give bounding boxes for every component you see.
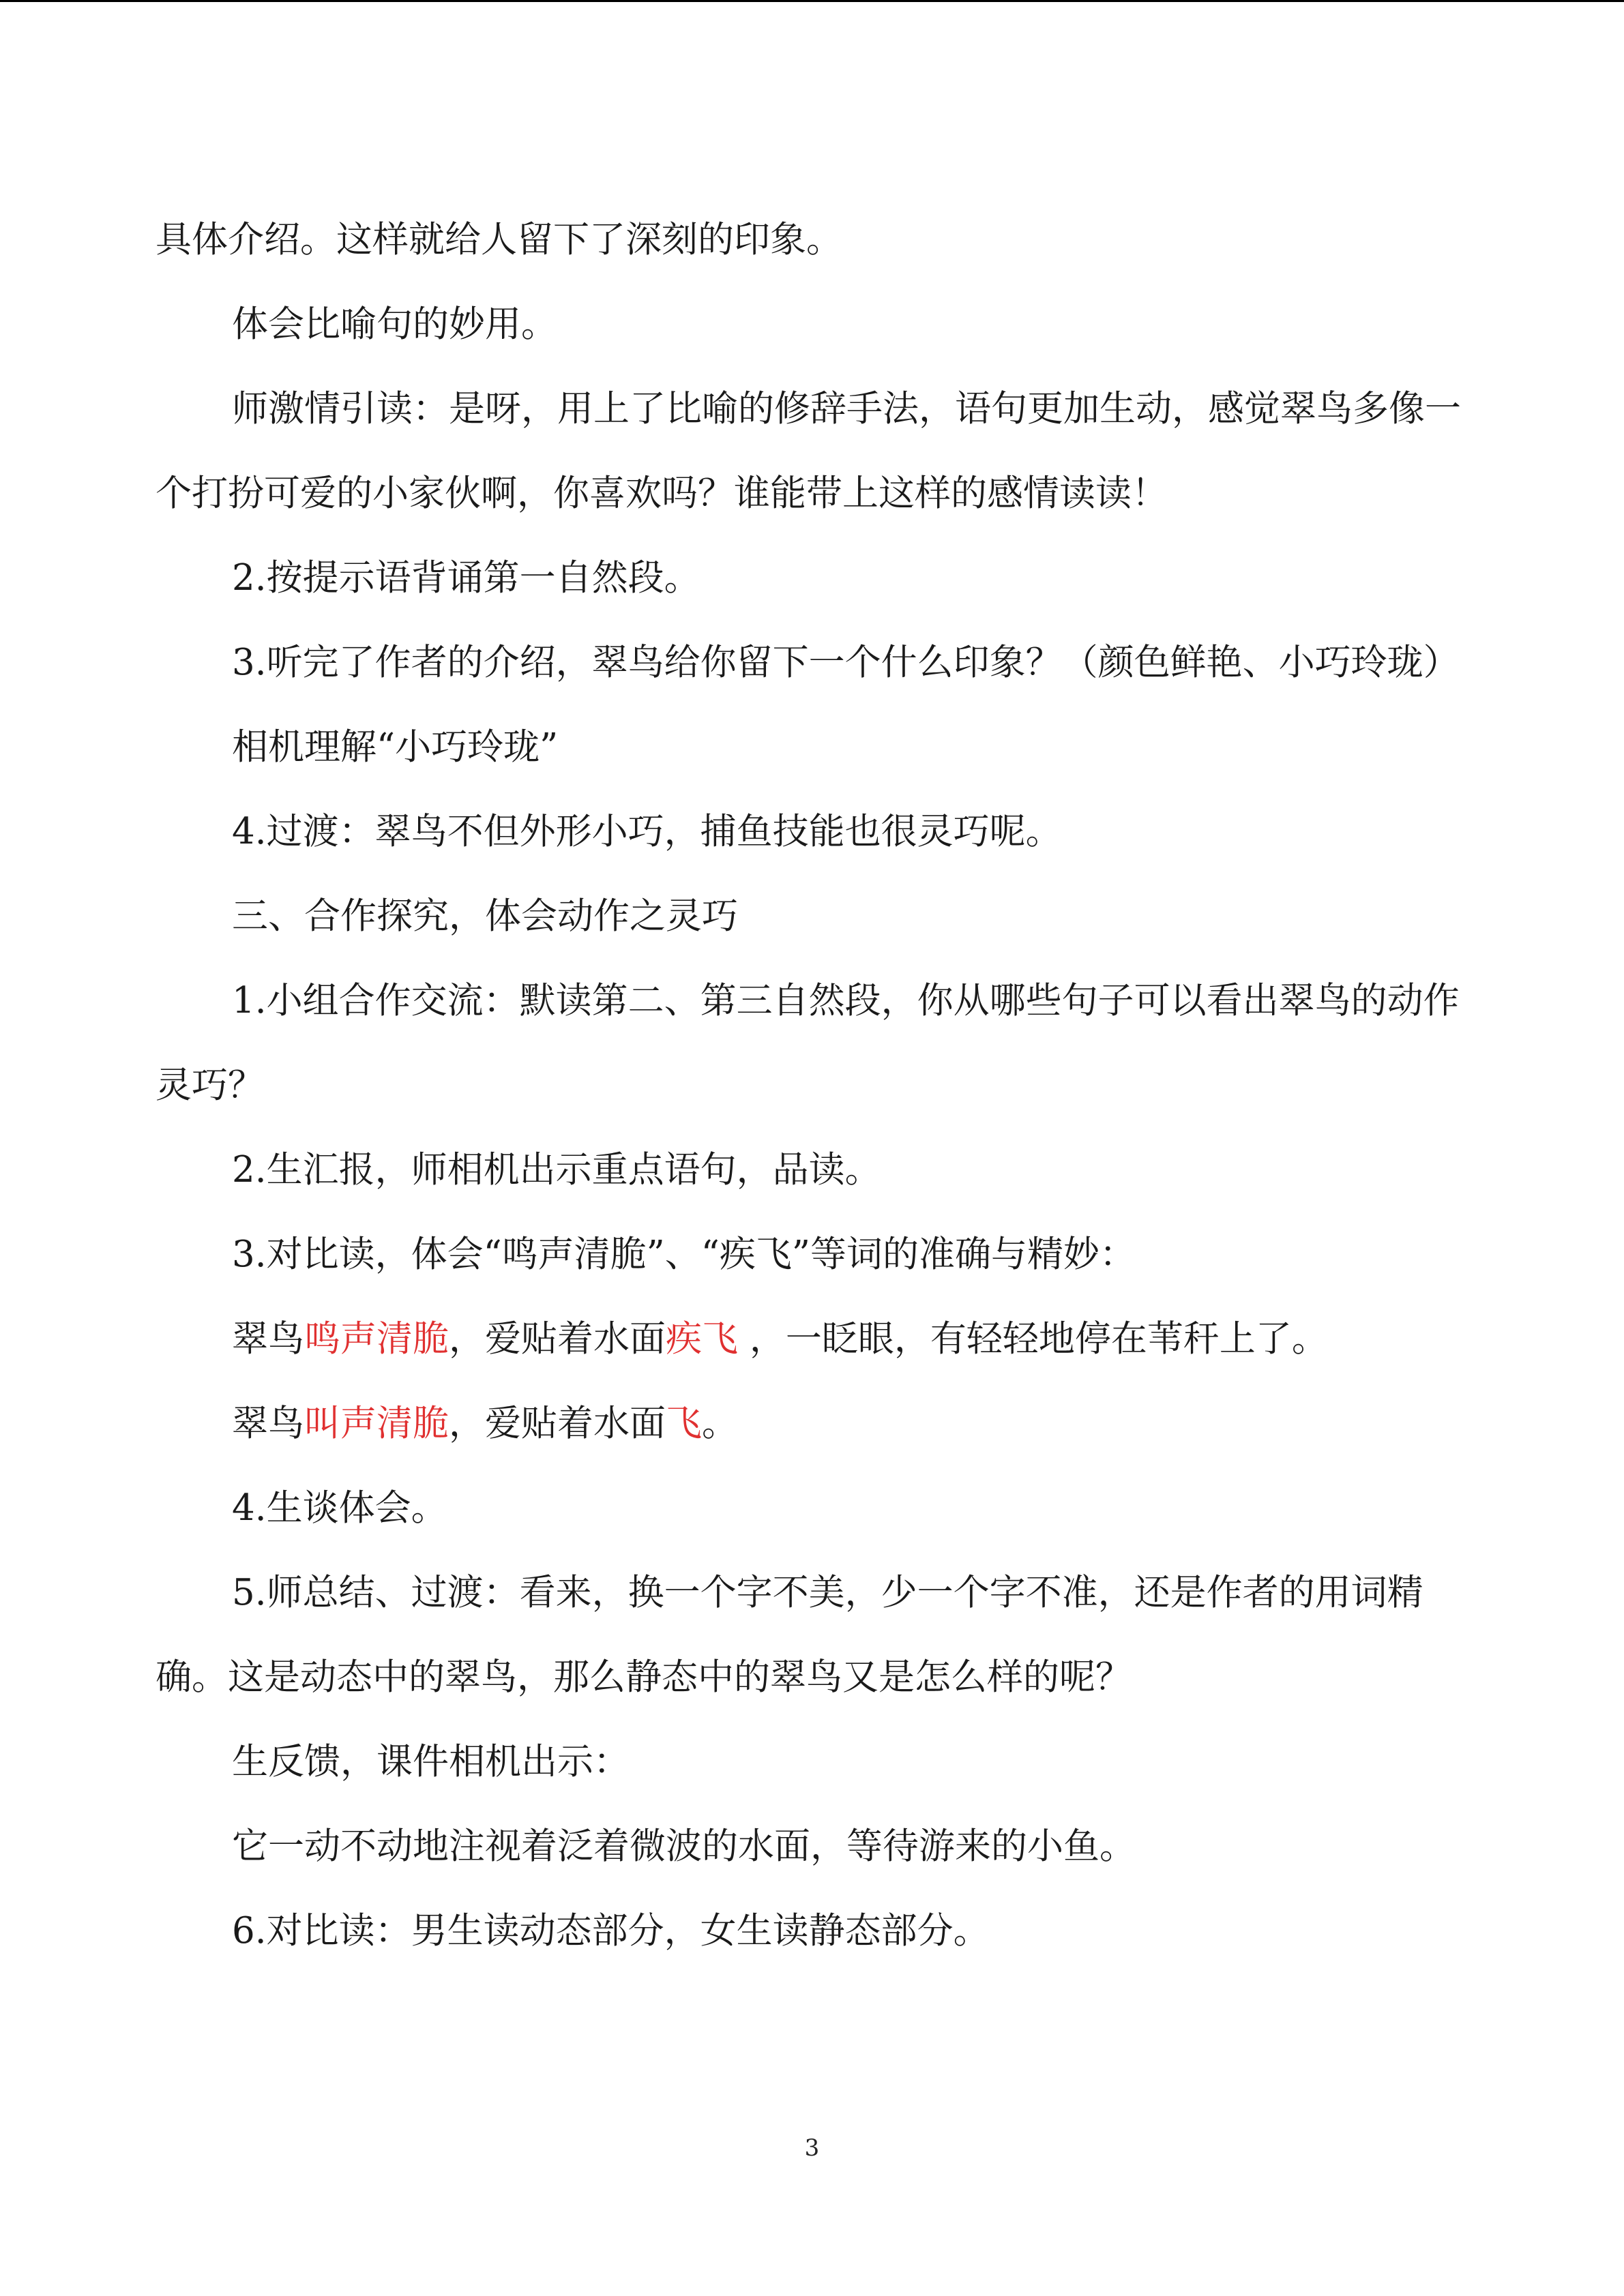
paragraph-group-discussion: 1.小组合作交流：默读第二、第三自然段，你从哪些句子可以看出翠鸟的动作灵巧？	[156, 980, 1460, 1106]
highlight-phrase: 鸣声清脆	[304, 1318, 449, 1360]
paragraph-compare-roles: 6.对比读：男生读动态部分，女生读静态部分。	[232, 1910, 990, 1952]
highlight-phrase: 疾飞	[666, 1318, 738, 1360]
highlight-phrase: 叫声清脆	[304, 1403, 449, 1444]
paragraph-step-2: 2.按提示语背诵第一自然段。	[232, 557, 700, 599]
section-heading-3: 三、合作探究，体会动作之灵巧	[232, 895, 738, 937]
paragraph-teacher-summary: 5.师总结、过渡：看来，换一个字不美，少一个字不准，还是作者的用词精确。这是动态中的翠鸟，那么静态中的翠鸟又是怎么样的呢？	[156, 1572, 1423, 1698]
paragraph-step-3: 3.听完了作者的介绍，翠鸟给你留下一个什么印象？（颜色鲜艳、小巧玲珑）	[232, 642, 1460, 683]
paragraph-student-feelings: 4.生谈体会。	[232, 1487, 447, 1529]
highlight-phrase: 飞	[666, 1403, 702, 1444]
sentence-part: ，一眨眼，有轻轻地停在苇秆上了。	[738, 1318, 1328, 1360]
paragraph-student-report: 2.生汇报，师相机出示重点语句，品读。	[232, 1149, 881, 1191]
paragraph-step-4-transition: 4.过渡：翠鸟不但外形小巧，捕鱼技能也很灵巧呢。	[232, 811, 1062, 852]
sentence-part: 翠鸟	[232, 1318, 304, 1360]
sentence-part: 。	[702, 1403, 738, 1444]
example-sentence-modified	[156, 1382, 1468, 1466]
paragraph-student-feedback: 生反馈，课件相机出示：	[232, 1741, 630, 1783]
paragraph-simile-note: 体会比喻句的妙用。	[232, 303, 557, 345]
document-body	[156, 198, 1468, 1973]
example-sentence-original	[156, 1297, 1468, 1382]
sentence-part: ，爱贴着水面	[449, 1318, 666, 1360]
page-number: 3	[804, 2134, 820, 2162]
paragraph-teacher-reading: 师激情引读：是呀，用上了比喻的修辞手法，语句更加生动，感觉翠鸟多像一个打扮可爱的小家伙啊，你喜欢吗？谁能带上这样的感情读读！	[156, 388, 1461, 514]
sentence-part: ，爱贴着水面	[449, 1403, 666, 1444]
paragraph-static-sentence: 它一动不动地注视着泛着微波的水面，等待游来的小鱼。	[232, 1825, 1136, 1867]
paragraph-understand-term: 相机理解“小巧玲珑”	[232, 726, 559, 768]
sentence-part: 翠鸟	[232, 1403, 304, 1444]
paragraph-compare-reading: 3.对比读，体会“鸣声清脆”、“疾飞”等词的准确与精妙：	[232, 1234, 1136, 1275]
paragraph-continuation: 具体介绍。这样就给人留下了深刻的印象。	[156, 219, 842, 260]
top-border-line	[0, 0, 1624, 2]
